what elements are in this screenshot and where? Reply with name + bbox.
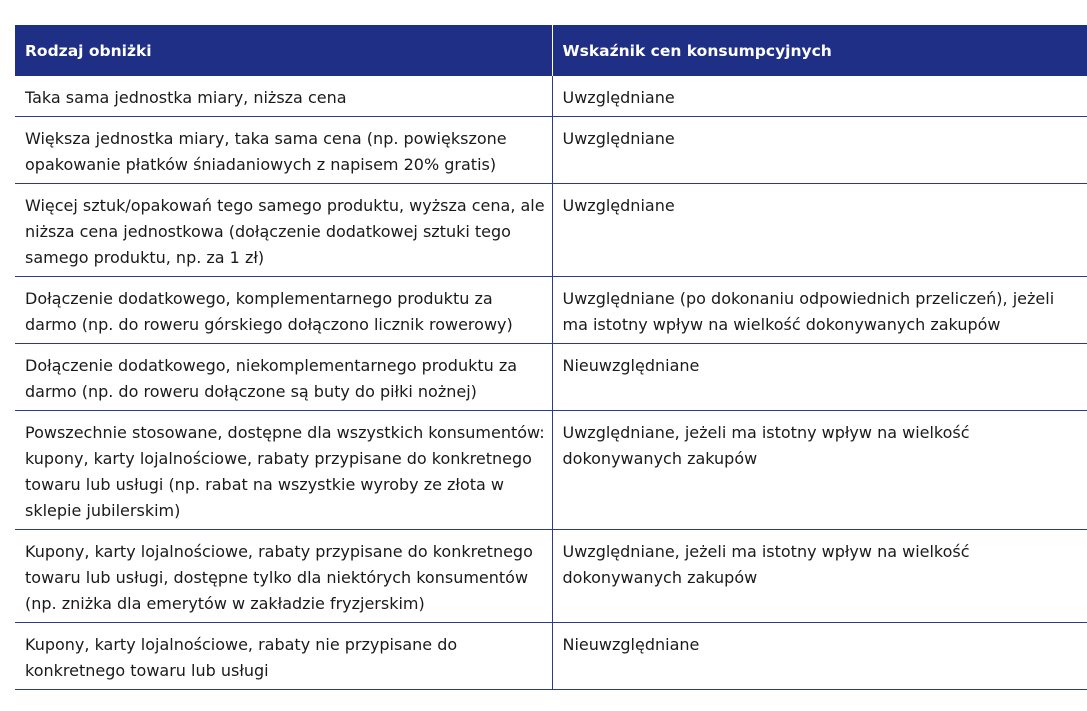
table-row xyxy=(15,277,1087,344)
table-row xyxy=(15,623,1087,690)
table-row xyxy=(15,117,1087,184)
discount-type-cell: Dołączenie dodatkowego, niekomplementarnego produktu za darmo (np. do roweru dołączone są buty do piłki nożnej) xyxy=(15,344,552,411)
cpi-cell: Uwzględniane (po dokonaniu odpowiednich przeliczeń), jeżeli ma istotny wpływ na wielkość dokonywanych zakupów xyxy=(552,277,1087,344)
discount-cpi-table xyxy=(15,25,1087,690)
discount-type-cell: Kupony, karty lojalnościowe, rabaty nie przypisane do konkretnego towaru lub usługi xyxy=(15,623,552,690)
cpi-cell: Nieuwzględniane xyxy=(552,623,1087,690)
cpi-cell: Uwzględniane xyxy=(552,76,1087,117)
table-row xyxy=(15,184,1087,277)
table-header-row xyxy=(15,25,1087,76)
discount-type-cell: Dołączenie dodatkowego, komplementarnego produktu za darmo (np. do roweru górskiego dołączono licznik rowerowy) xyxy=(15,277,552,344)
table-row xyxy=(15,344,1087,411)
table-row xyxy=(15,76,1087,117)
discount-type-cell: Większa jednostka miary, taka sama cena (np. powiększone opakowanie płatków śniadaniowych z napisem 20% gratis) xyxy=(15,117,552,184)
discount-type-cell: Kupony, karty lojalnościowe, rabaty przypisane do konkretnego towaru lub usługi, dostępne tylko dla niektórych konsumentów (np. zniżka dla emerytów w zakładzie fryzjerskim) xyxy=(15,530,552,623)
header-cpi: Wskaźnik cen konsumpcyjnych xyxy=(552,25,1087,76)
discount-type-cell: Więcej sztuk/opakowań tego samego produktu, wyższa cena, ale niższa cena jednostkowa (dołączenie dodatkowej sztuki tego samego produktu, np. za 1 zł) xyxy=(15,184,552,277)
cpi-cell: Uwzględniane xyxy=(552,117,1087,184)
cpi-cell: Uwzględniane xyxy=(552,184,1087,277)
table-row xyxy=(15,411,1087,530)
discount-type-cell: Powszechnie stosowane, dostępne dla wszystkich konsumentów: kupony, karty lojalnościowe, rabaty przypisane do konkretnego towaru lub usługi (np. rabat na wszystkie wyroby ze złota w sklepie jubilerskim) xyxy=(15,411,552,530)
header-discount-type: Rodzaj obniżki xyxy=(15,25,552,76)
table-row xyxy=(15,530,1087,623)
cpi-cell: Uwzględniane, jeżeli ma istotny wpływ na wielkość dokonywanych zakupów xyxy=(552,530,1087,623)
discount-type-cell: Taka sama jednostka miary, niższa cena xyxy=(15,76,552,117)
cpi-cell: Nieuwzględniane xyxy=(552,344,1087,411)
cpi-cell: Uwzględniane, jeżeli ma istotny wpływ na wielkość dokonywanych zakupów xyxy=(552,411,1087,530)
